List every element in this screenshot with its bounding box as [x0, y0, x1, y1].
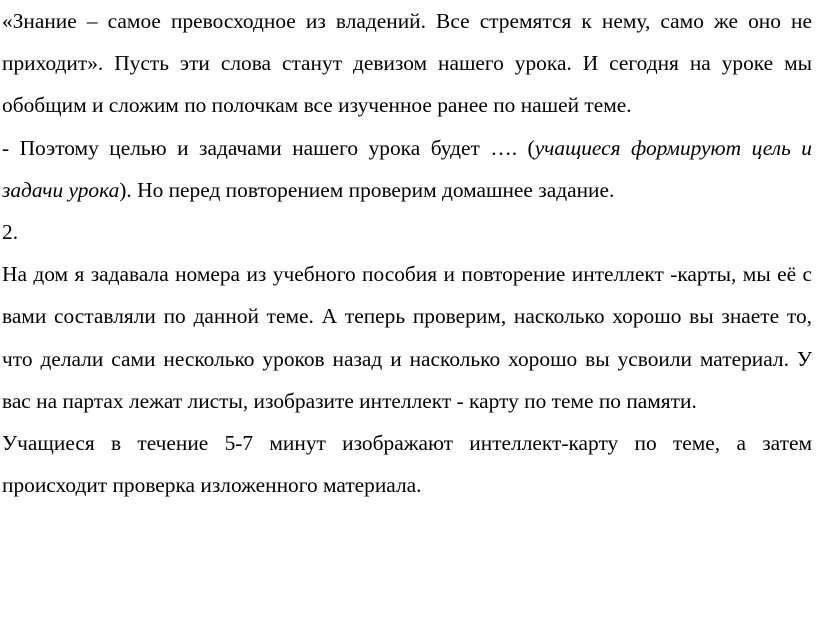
activity-paragraph: Учащиеся в течение 5-7 минут изображают интеллект-карту по теме, а затем происходит проверка изложенного материала. — [2, 431, 812, 498]
homework-paragraph: На дом я задавала номера из учебного пособия и повторение интеллект -карты, мы её с вами составляли по данной теме. А теперь проверим, насколько хорошо вы знаете то, что делали сами несколько уроков назад и насколько хорошо вы усвоили материал. У вас на партах лежат листы, изобразите интеллект - карту по теме по памяти. — [2, 262, 812, 413]
step-number: 2. — [2, 220, 19, 245]
document-page — [2, 0, 812, 506]
goal-paragraph — [2, 127, 812, 211]
goal-text-end: ). Но перед повторением проверим домашнее задание. — [119, 177, 615, 202]
intro-paragraph: «Знание – самое превосходное из владений. Все стремятся к нему, само же оно не приходит». Пусть эти слова станут девизом нашего урока. И сегодня на уроке мы обобщим и сложим по полочкам все изученное ранее по нашей теме. — [2, 9, 812, 118]
goal-text-start: - Поэтому целью и задачами нашего урока будет …. ( — [2, 135, 535, 160]
goal-italic-note: учащиеся формируют цель и задачи урока — [2, 135, 812, 202]
